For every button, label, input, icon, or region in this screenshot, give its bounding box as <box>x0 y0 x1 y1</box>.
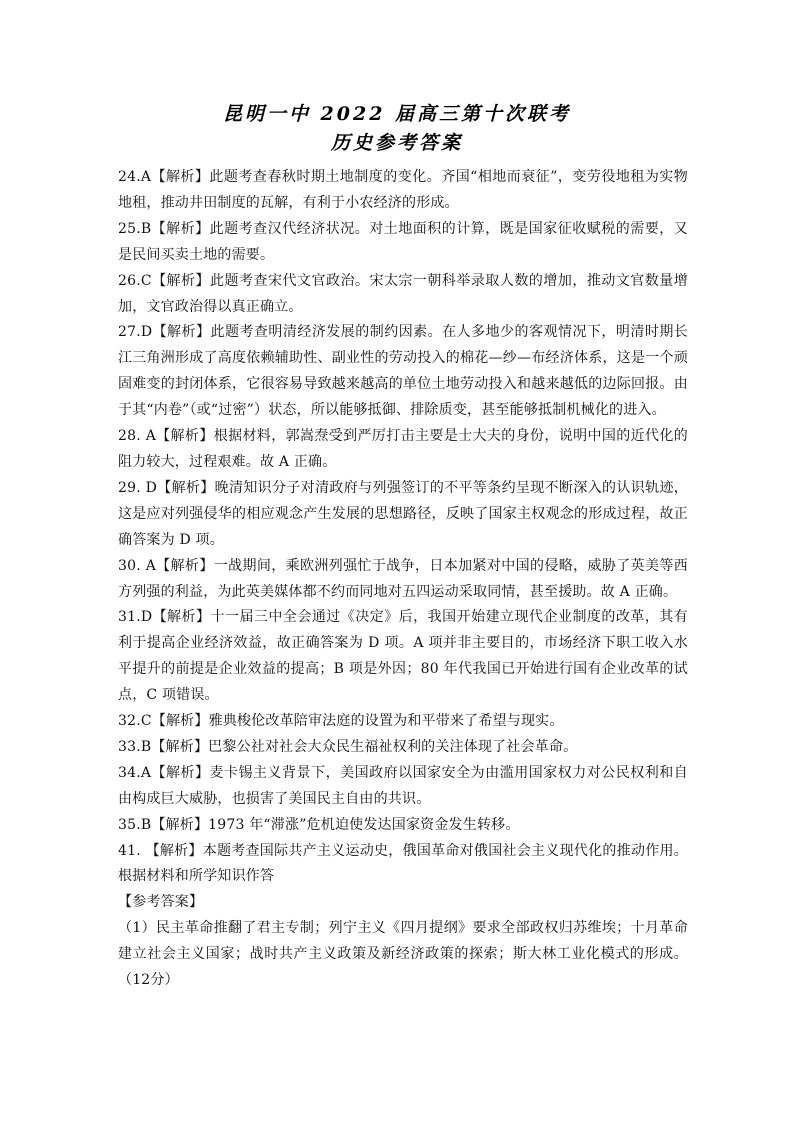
answer-30: 30. A【解析】一战期间，乘欧洲列强忙于战争，日本加紧对中国的侵略，威胁了英美等西方列强的利益，为此英美媒体都不约而同地对五四运动采取同情，甚至援助。故 A 正确。 <box>118 557 688 600</box>
answer-key-subtitle: 历史参考答案 <box>330 132 463 154</box>
reference-answer-item-1: （1）民主革命推翻了君主专制；列宁主义《四月提纲》要求全部政权归苏维埃；十月革命建立社会主义国家；战时共产主义政策及新经济政策的探索；斯大林工业化模式的形成。（12分） <box>118 920 688 989</box>
answer-31: 31.D【解析】十一届三中全会通过《决定》后，我国开始建立现代企业制度的改革，其有利于提高企业经济效益，故正确答案为 D 项。A 项并非主要目的，市场经济下职工收入水平提升的前提是企业效益的提高；B 项是外因；80 年代我国已开始进行国有企业改革的试点，C 项错误。 <box>118 609 688 704</box>
document-title <box>0 100 794 158</box>
answer-25: 25.B【解析】此题考查汉代经济状况。对土地面积的计算，既是国家征收赋税的需要，又是民间买卖土地的需要。 <box>118 220 688 263</box>
answer-32: 32.C【解析】雅典梭伦改革陪审法庭的设置为和平带来了希望与现实。 <box>118 713 564 730</box>
answer-26: 26.C【解析】此题考查宋代文官政治。宋太宗一朝科举录取人数的增加，推动文官数量增加，文官政治得以真正确立。 <box>118 272 688 315</box>
answer-29: 29. D【解析】晚清知识分子对清政府与列强签订的不平等条约呈现不断深入的认识轨迹，这是应对列强侵华的相应观念产生发展的思想路径，反映了国家主权观念的形成过程，故正确答案为 D 项。 <box>118 479 688 548</box>
reference-answer-heading: 【参考答案】 <box>118 894 204 911</box>
exam-title: 昆明一中 2022 届高三第十次联考 <box>222 103 572 125</box>
answer-28: 28. A【解析】根据材料，郭嵩焘受到严厉打击主要是士大夫的身份，说明中国的近代化的阻力较大，过程艰难。故 A 正确。 <box>118 428 688 470</box>
answers-body <box>118 165 688 994</box>
answer-33: 33.B【解析】巴黎公社对社会大众民生福祉权利的关注体现了社会革命。 <box>118 738 578 755</box>
answer-27: 27.D【解析】此题考查明清经济发展的制约因素。在人多地少的客观情况下，明清时期长江三角洲形成了高度依赖辅助性、副业性的劳动投入的棉花—纱—布经济体系，这是一个顽固难变的封闭体系，它很容易导致越来越高的单位土地劳动投入和越来越低的边际回报。由于其“内卷”（或“过密”）状态，所以能够抵御、排除质变，甚至能够抵制机械化的进入。 <box>118 324 688 419</box>
answer-34: 34.A【解析】麦卡锡主义背景下，美国政府以国家安全为由滥用国家权力对公民权利和自由构成巨大威胁，也损害了美国民主自由的共识。 <box>118 764 688 807</box>
answer-41: 41. 【解析】本题考查国际共产主义运动史，俄国革命对俄国社会主义现代化的推动作用。根据材料和所学知识作答 <box>118 842 688 885</box>
answer-24: 24.A【解析】此题考查春秋时期土地制度的变化。齐国“相地而衰征”，变劳役地租为实物地租，推动井田制度的瓦解，有利于小农经济的形成。 <box>118 169 688 211</box>
answer-35: 35.B【解析】1973 年“滞涨”危机迫使发达国家资金发生转移。 <box>118 816 520 833</box>
